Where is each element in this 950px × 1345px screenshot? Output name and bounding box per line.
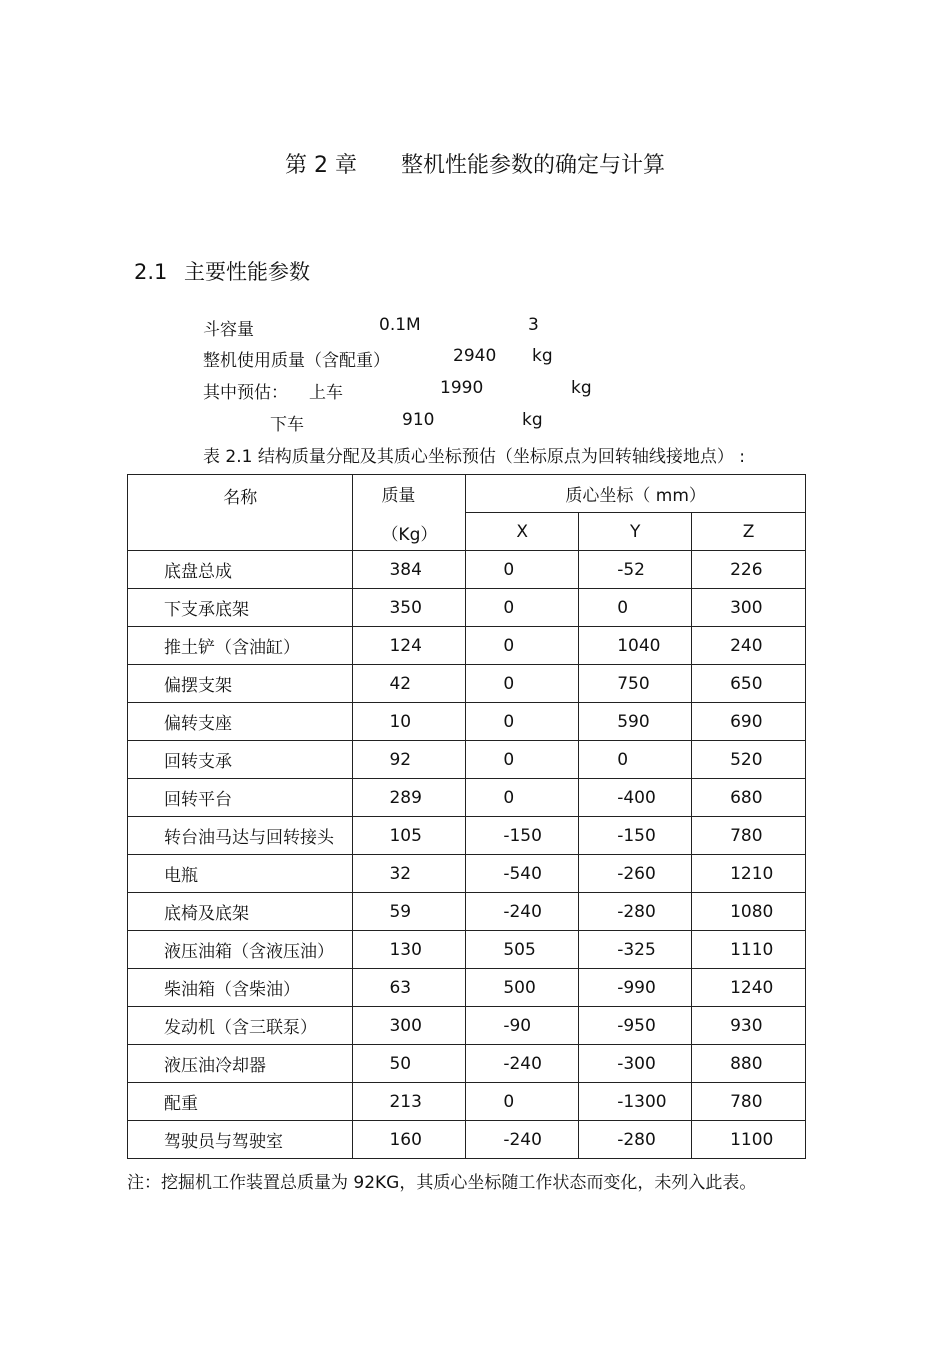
cell-y: 1040 (579, 627, 692, 665)
cell-mass: 160 (353, 1121, 466, 1159)
table-row (128, 665, 806, 703)
cell-name: 柴油箱（含柴油） (128, 969, 353, 1007)
cell-y: -150 (579, 817, 692, 855)
cell-x: -150 (466, 817, 579, 855)
cell-z: 680 (692, 779, 806, 817)
cell-y: 0 (579, 589, 692, 627)
cell-name: 液压油冷却器 (128, 1045, 353, 1083)
header-y: Y (579, 513, 692, 551)
cell-z: 1100 (692, 1121, 806, 1159)
cell-name: 下支承底架 (128, 589, 353, 627)
upper-unit: kg (571, 378, 592, 398)
table-row (128, 741, 806, 779)
section-number: 2.1 (134, 260, 168, 284)
table-row (128, 893, 806, 931)
cell-y: 590 (579, 703, 692, 741)
lower-value: 910 (402, 410, 435, 430)
upper-label: 上车 (309, 383, 343, 403)
cell-y: 0 (579, 741, 692, 779)
cell-name: 推土铲（含油缸） (128, 627, 353, 665)
cell-mass: 10 (353, 703, 466, 741)
cell-x: 0 (466, 779, 579, 817)
cell-z: 1080 (692, 893, 806, 931)
bucket-unit: 3 (528, 315, 539, 335)
cell-z: 930 (692, 1007, 806, 1045)
section-title: 主要性能参数 (184, 260, 310, 284)
cell-x: 0 (466, 741, 579, 779)
table-header-row (128, 475, 806, 513)
cell-name: 转台油马达与回转接头 (128, 817, 353, 855)
cell-mass: 63 (353, 969, 466, 1007)
cell-name: 回转平台 (128, 779, 353, 817)
upper-value: 1990 (440, 378, 484, 398)
bucket-value: 0.1M (379, 315, 421, 335)
cell-x: 0 (466, 665, 579, 703)
cell-y: -260 (579, 855, 692, 893)
cell-name: 底盘总成 (128, 551, 353, 589)
lower-label: 下车 (270, 415, 304, 435)
cell-z: 226 (692, 551, 806, 589)
cell-name: 配重 (128, 1083, 353, 1121)
header-name: 名称 (128, 475, 353, 551)
cell-y: 750 (579, 665, 692, 703)
cell-name: 驾驶员与驾驶室 (128, 1121, 353, 1159)
cell-x: -240 (466, 1045, 579, 1083)
cell-x: 0 (466, 1083, 579, 1121)
cell-y: -280 (579, 893, 692, 931)
header-z: Z (692, 513, 806, 551)
table-caption: 表 2.1 结构质量分配及其质心坐标预估（坐标原点为回转轴线接地点） : (203, 447, 745, 467)
mass-value: 2940 (453, 346, 497, 366)
table-row (128, 703, 806, 741)
cell-name: 电瓶 (128, 855, 353, 893)
cell-name: 偏摆支架 (128, 665, 353, 703)
cell-y: -325 (579, 931, 692, 969)
cell-mass: 92 (353, 741, 466, 779)
cell-z: 650 (692, 665, 806, 703)
cell-name: 发动机（含三联泵） (128, 1007, 353, 1045)
bucket-label: 斗容量 (203, 320, 254, 340)
header-mass-label: 质量 (381, 486, 416, 506)
table-row (128, 931, 806, 969)
cell-y: -300 (579, 1045, 692, 1083)
cell-z: 1240 (692, 969, 806, 1007)
cell-name: 偏转支座 (128, 703, 353, 741)
table-row (128, 779, 806, 817)
table-body (128, 551, 806, 1159)
header-x: X (466, 513, 579, 551)
cell-z: 880 (692, 1045, 806, 1083)
cell-mass: 350 (353, 589, 466, 627)
cell-x: 0 (466, 627, 579, 665)
cell-z: 300 (692, 589, 806, 627)
table-row (128, 817, 806, 855)
table-row (128, 969, 806, 1007)
cell-name: 底椅及底架 (128, 893, 353, 931)
cell-y: -1300 (579, 1083, 692, 1121)
cell-x: -240 (466, 1121, 579, 1159)
table-row (128, 589, 806, 627)
cell-y: -990 (579, 969, 692, 1007)
estimate-label: 其中预估： (203, 383, 288, 403)
cell-z: 690 (692, 703, 806, 741)
table-row (128, 1083, 806, 1121)
cell-x: 505 (466, 931, 579, 969)
section-heading (134, 256, 310, 286)
mass-unit: kg (532, 346, 553, 366)
cell-x: 0 (466, 551, 579, 589)
chapter-title: 整机性能参数的确定与计算 (400, 153, 665, 178)
cell-mass: 289 (353, 779, 466, 817)
cell-y: -52 (579, 551, 692, 589)
cell-z: 780 (692, 817, 806, 855)
chapter-label: 第 2 章 (285, 153, 357, 178)
cell-z: 1210 (692, 855, 806, 893)
cell-z: 780 (692, 1083, 806, 1121)
cell-z: 520 (692, 741, 806, 779)
cell-z: 1110 (692, 931, 806, 969)
cell-x: -90 (466, 1007, 579, 1045)
cell-mass: 384 (353, 551, 466, 589)
cell-mass: 213 (353, 1083, 466, 1121)
cell-name: 回转支承 (128, 741, 353, 779)
cell-y: -950 (579, 1007, 692, 1045)
cell-mass: 300 (353, 1007, 466, 1045)
cell-y: -400 (579, 779, 692, 817)
cell-mass: 124 (353, 627, 466, 665)
cell-x: -540 (466, 855, 579, 893)
header-coord: 质心坐标（ mm） (466, 475, 806, 513)
mass-label: 整机使用质量（含配重） (203, 351, 390, 371)
cell-mass: 59 (353, 893, 466, 931)
cell-mass: 130 (353, 931, 466, 969)
cell-x: 0 (466, 589, 579, 627)
table-row (128, 1121, 806, 1159)
cell-mass: 42 (353, 665, 466, 703)
mass-distribution-table (127, 474, 806, 1159)
cell-z: 240 (692, 627, 806, 665)
cell-x: 0 (466, 703, 579, 741)
cell-y: -280 (579, 1121, 692, 1159)
table-row (128, 855, 806, 893)
cell-mass: 32 (353, 855, 466, 893)
cell-name: 液压油箱（含液压油） (128, 931, 353, 969)
table-row (128, 1007, 806, 1045)
cell-mass: 50 (353, 1045, 466, 1083)
table-row (128, 1045, 806, 1083)
chapter-heading (0, 148, 950, 179)
table-row (128, 627, 806, 665)
cell-x: 500 (466, 969, 579, 1007)
header-mass-unit: （Kg） (381, 525, 438, 545)
cell-x: -240 (466, 893, 579, 931)
table-row (128, 551, 806, 589)
cell-mass: 105 (353, 817, 466, 855)
lower-unit: kg (522, 410, 543, 430)
header-mass (353, 475, 466, 551)
table-note: 注：挖掘机工作装置总质量为 92KG，其质心坐标随工作状态而变化，未列入此表。 (127, 1173, 757, 1193)
